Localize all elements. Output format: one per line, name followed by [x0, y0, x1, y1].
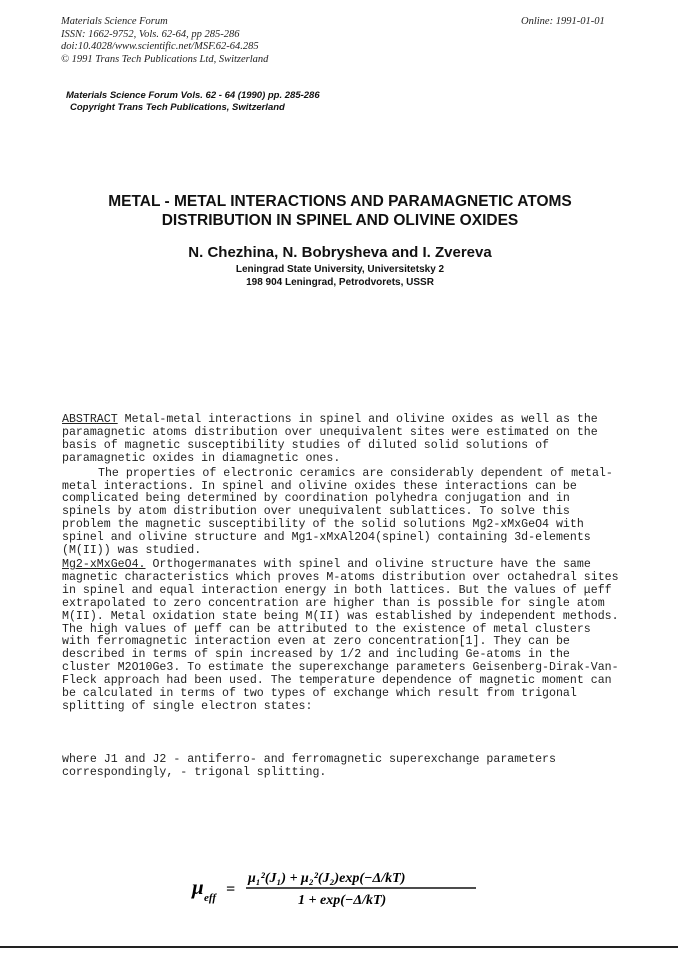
abstract-label: ABSTRACT: [62, 413, 118, 426]
svg-text:eff: eff: [204, 892, 217, 904]
section-paragraph: [62, 559, 622, 714]
intro-paragraph: The properties of electronic ceramics are considerably dependent of metal-metal interactions. In spinel and olivine oxides these interactions can be complicated being determined by coordination polyhedra conjugation and in spinels by atom distribution over unequivalent sublattices. To solve this problem the magnetic susceptibility of the solid solutions Mg2-xMxGeO4 with spinel and olivine structure and Mg1-xMxAl2O4(spinel) containing 3d-elements (M(II)) was studied.: [62, 466, 613, 558]
header-lines: [61, 16, 268, 66]
affiliation: [60, 264, 620, 289]
formula-mu-eff: [186, 868, 526, 914]
svg-text:μ: μ: [192, 875, 204, 899]
bottom-rule: [0, 946, 678, 948]
svg-text:=: =: [226, 881, 236, 898]
where-paragraph: where J1 and J2 - antiferro- and ferromagnetic superexchange parameters correspondingly, - trigonal splitting.: [62, 752, 556, 779]
header-issn: ISSN: 1662-9752, Vols. 62-64, pp 285-286: [61, 28, 240, 40]
abstract-text: Metal-metal interactions in spinel and olivine oxides as well as the paramagnetic atoms distribution over unequivalent sites were estimated on the basis of magnetic susceptibility studies of diluted solid solutions of paramagnetic oxides in diamagnetic ones.: [62, 413, 598, 465]
svg-text:μ₁²(J₁) + μ₂²(J₂)exp(−Δ/kT): μ₁²(J₁) + μ₂²(J₂)exp(−Δ/kT): [248, 871, 406, 886]
affiliation-line-1: Leningrad State University, Universitetsky 2: [235, 264, 445, 275]
authors: N. Chezhina, N. Bobrysheva and I. Zvereva: [188, 244, 492, 261]
online-date: Online: 1991-01-01: [521, 16, 605, 27]
abstract-paragraph: [62, 414, 622, 466]
journal-citation: Materials Science Forum Vols. 62 - 64 (1990) pp. 285-286: [66, 90, 320, 101]
header-doi: doi:10.4028/www.scientific.net/MSF.62-64.285: [61, 41, 259, 52]
title-line-1: METAL - METAL INTERACTIONS AND PARAMAGNETIC ATOMS: [108, 193, 572, 210]
section-text: Orthogermanates with spinel and olivine structure have the same magnetic characteristics which proves M-atoms distribution over octahedral sites in spinel and equal interaction energy in both lattices. But the values of μeff extrapolated to zero concentration are higher than is possible for single atom M(II). Metal oxidation state being M(II) was established by independent methods. The high values of μeff can be attributed to the existence of metal clusters with ferromagnetic interaction even at zero concentration[1]. They can be described in terms of spin increased by 1/2 and including Ge-atoms in the cluster M2O10Ge3. To estimate the superexchange parameters Geisenberg-Dirak-Van-Fleck approach had been used. The temperature dependence of magnetic moment can be calculated in terms of two types of exchange which result from trigonal splitting of single electron states:: [62, 557, 619, 713]
paper-body: [62, 414, 622, 780]
section-label: Mg2-xMxGeO4.: [62, 557, 146, 571]
header-copyright: © 1991 Trans Tech Publications Ltd, Switzerland: [61, 53, 269, 65]
title-line-2: DISTRIBUTION IN SPINEL AND OLIVINE OXIDES: [161, 212, 519, 229]
paper-title: [60, 192, 620, 230]
header-journal: Materials Science Forum: [61, 16, 168, 27]
journal-stamp: [66, 90, 320, 114]
affiliation-line-2: 198 904 Leningrad, Petrodvorets, USSR: [246, 276, 434, 288]
svg-text:1 + exp(−Δ/kT): 1 + exp(−Δ/kT): [298, 893, 387, 908]
journal-copyright: Copyright Trans Tech Publications, Switzerland: [70, 102, 285, 113]
